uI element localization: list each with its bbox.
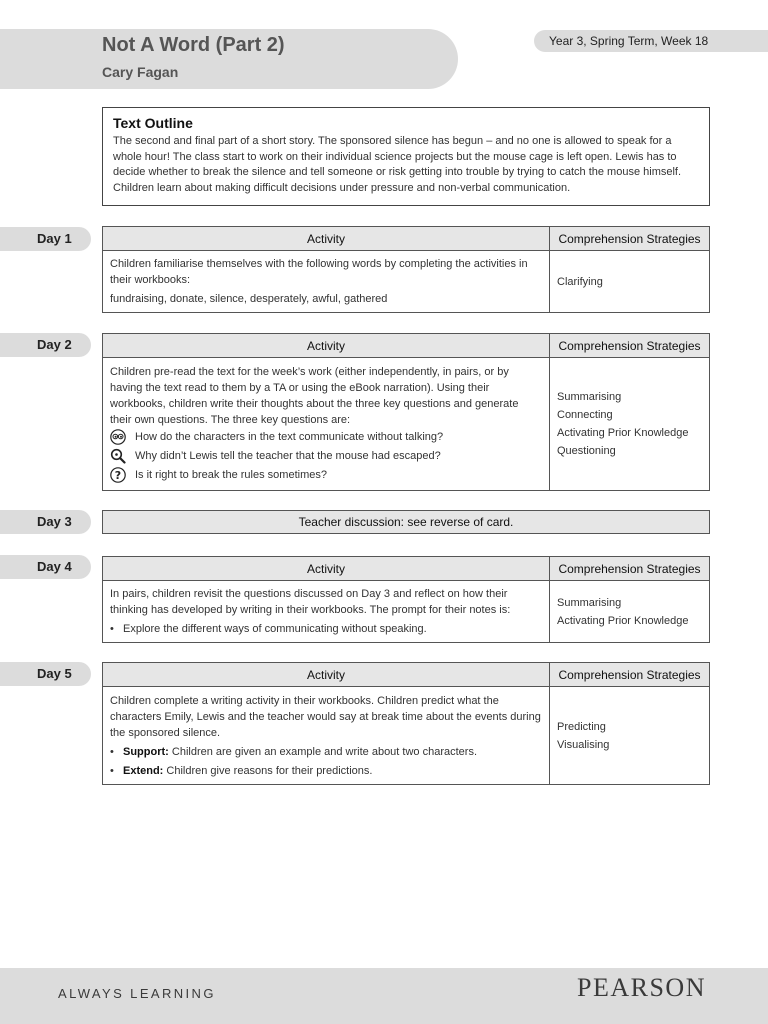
key-question-text: Is it right to break the rules sometimes? (135, 469, 327, 481)
page-title: Not A Word (Part 2) (102, 34, 285, 56)
day-2-table (102, 333, 710, 491)
activity-header: Activity (103, 227, 550, 251)
term-label: Year 3, Spring Term, Week 18 (534, 30, 768, 52)
day-1-tab: Day 1 (0, 227, 91, 251)
bullet-text (123, 763, 372, 779)
key-question-text: Why didn’t Lewis tell the teacher that the mouse had escaped? (135, 450, 441, 462)
day-4-strategies (550, 581, 710, 643)
author-name: Cary Fagan (102, 64, 179, 80)
day-1-activity (103, 251, 550, 313)
strategy-item: Questioning (557, 445, 616, 457)
extend-text: Children give reasons for their predictions. (163, 764, 373, 777)
strategies-header: Comprehension Strategies (550, 334, 710, 358)
bullet-marker: • (110, 623, 114, 635)
strategy-item: Clarifying (557, 275, 603, 288)
footer-tagline: ALWAYS LEARNING (58, 986, 216, 1001)
strategies-header: Comprehension Strategies (550, 663, 710, 687)
day-4-activity-text: In pairs, children revisit the questions discussed on Day 3 and reflect on how their thinking has developed by writing in their workbooks. The prompt for their notes is: (110, 588, 511, 616)
strategy-item: Summarising (557, 596, 622, 609)
key-question (110, 428, 542, 447)
eyes-icon (110, 429, 126, 445)
bullet-marker: • (110, 745, 114, 758)
publisher-logo: PEARSON (577, 973, 706, 1002)
day-5-tab: Day 5 (0, 662, 91, 686)
day-5-activity-text: Children complete a writing activity in their workbooks. Children predict what the characters Emily, Lewis and the teacher would say at break time about the events during the sponsored silence. (110, 694, 541, 739)
day-3-note: Teacher discussion: see reverse of card. (102, 510, 710, 534)
day-2-tab: Day 2 (0, 333, 91, 357)
text-outline-body: The second and final part of a short story. The sponsored silence has begun – and no one is allowed to speak for a whole hour! The class start to work on their individual science projects but the mouse cage is left open. Lewis has to decide whether to break the silence and tell someone or risk getting into trouble by trying to catch the mouse himself. Children learn about making difficult decisions under pressure and non-verbal communication. (113, 135, 682, 194)
day-1-table (102, 226, 710, 313)
text-outline-box (102, 107, 710, 206)
text-outline-heading: Text Outline (113, 115, 193, 131)
bullet-text: Explore the different ways of communicating without speaking. (123, 623, 427, 635)
bullet-item (110, 621, 542, 637)
day-2-activity-text: Children pre-read the text for the week’s work (either independently, in pairs, or by having the text read to them by a TA or using the eBook narration). Using their workbooks, children write their thoughts about the three key questions and generate their own questions. The three key questions are: (110, 365, 519, 426)
svg-text:?: ? (114, 469, 122, 482)
strategy-item: Summarising (557, 391, 622, 403)
day-5-table (102, 662, 710, 785)
strategy-item: Predicting (557, 720, 606, 733)
activity-header: Activity (103, 663, 550, 687)
question-icon (110, 467, 126, 483)
day-4-table (102, 556, 710, 643)
magnifier-icon (110, 448, 126, 464)
strategy-item: Connecting (557, 409, 613, 421)
day-5-strategies (550, 687, 710, 785)
activity-header: Activity (103, 334, 550, 358)
day-2-strategies (550, 358, 710, 491)
day-1-activity-text: Children familiarise themselves with the following words by completing the activities in their workbooks: (110, 258, 528, 286)
strategy-item: Activating Prior Knowledge (557, 614, 689, 627)
strategies-header: Comprehension Strategies (550, 227, 710, 251)
day-4-activity (103, 581, 550, 643)
day-1-strategies (550, 251, 710, 313)
bullet-marker: • (110, 764, 114, 777)
day-5-activity (103, 687, 550, 785)
day-4-tab: Day 4 (0, 555, 91, 579)
activity-header: Activity (103, 557, 550, 581)
support-label: Support: (123, 745, 169, 758)
key-question-text: How do the characters in the text communicate without talking? (135, 431, 444, 443)
support-text: Children are given an example and write about two characters. (168, 745, 477, 758)
bullet-text (123, 744, 477, 760)
strategies-header: Comprehension Strategies (550, 557, 710, 581)
bullet-item (110, 763, 542, 779)
day-3-tab: Day 3 (0, 510, 91, 534)
day-2-activity (103, 358, 550, 491)
key-question (110, 447, 542, 466)
day-1-word-list: fundraising, donate, silence, desperately, awful, gathered (110, 293, 388, 305)
bullet-item (110, 744, 542, 760)
key-question (110, 466, 542, 485)
strategy-item: Visualising (557, 738, 610, 751)
strategy-item: Activating Prior Knowledge (557, 427, 689, 439)
extend-label: Extend: (123, 764, 164, 777)
